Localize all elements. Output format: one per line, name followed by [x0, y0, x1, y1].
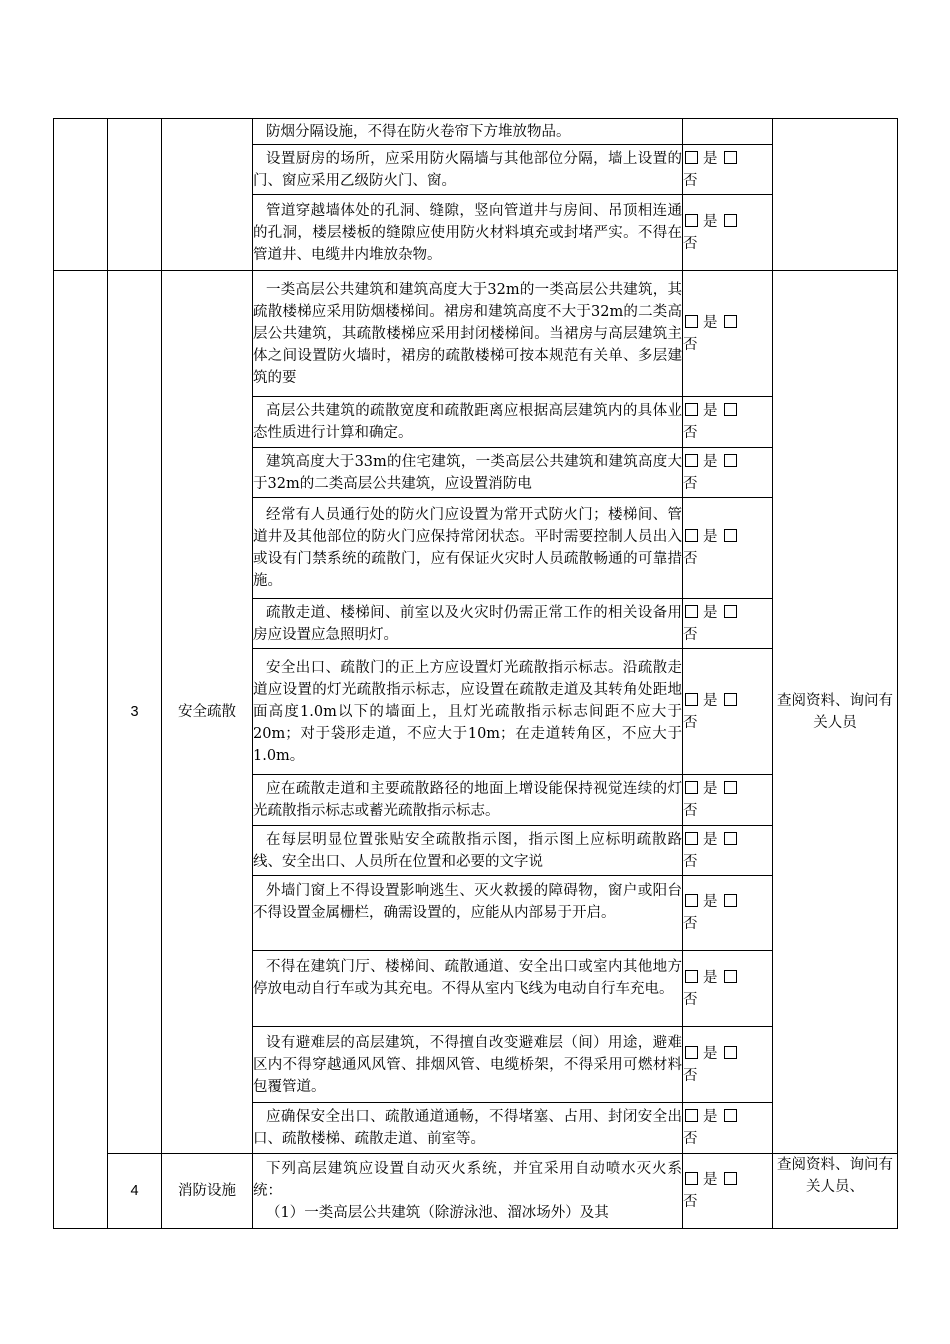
check-cell[interactable]: 是 否	[683, 145, 773, 195]
checkbox-no[interactable]	[724, 1109, 737, 1122]
item-content: 高层公共建筑的疏散宽度和疏散距离应根据高层建筑内的具体业态性质进行计算和确定。	[253, 397, 683, 448]
blank-cell	[108, 119, 162, 271]
item-content: 疏散走道、楼梯间、前室以及火灾时仍需正常工作的相关设备用房应设置应急照明灯。	[253, 599, 683, 649]
checkbox-yes[interactable]	[685, 151, 698, 164]
item-content: 应在疏散走道和主要疏散路径的地面上增设能保持视觉连续的灯光疏散指示标志或蓄光疏散指示标志。	[253, 775, 683, 826]
checkbox-no[interactable]	[724, 894, 737, 907]
checkbox-yes[interactable]	[685, 781, 698, 794]
checkbox-no[interactable]	[724, 403, 737, 416]
check-cell[interactable]: 是 否	[683, 271, 773, 397]
item-content: 应确保安全出口、疏散通道通畅，不得堵塞、占用、封闭安全出口、疏散楼梯、疏散走道、前室等。	[253, 1103, 683, 1154]
check-cell[interactable]: 是 否	[683, 1103, 773, 1154]
check-cell[interactable]: 是 否	[683, 448, 773, 498]
check-cell[interactable]: 是 否	[683, 599, 773, 649]
checkbox-yes[interactable]	[685, 214, 698, 227]
check-cell[interactable]: 是 否	[683, 498, 773, 599]
blank-cell	[54, 119, 108, 271]
section-category: 安全疏散	[162, 271, 253, 1154]
item-content: 防烟分隔设施，不得在防火卷帘下方堆放物品。	[253, 119, 683, 145]
checkbox-yes[interactable]	[685, 454, 698, 467]
check-cell[interactable]: 是 否	[683, 1154, 773, 1229]
checkbox-no[interactable]	[724, 454, 737, 467]
checkbox-yes[interactable]	[685, 315, 698, 328]
checkbox-no[interactable]	[724, 1046, 737, 1059]
check-cell[interactable]: 是 否	[683, 951, 773, 1027]
checkbox-yes[interactable]	[685, 970, 698, 983]
checkbox-yes[interactable]	[685, 529, 698, 542]
section-method: 查阅资料、询问有关人员	[773, 271, 898, 1154]
item-content: 安全出口、疏散门的正上方应设置灯光疏散指示标志。沿疏散走道应设置的灯光疏散指示标志，应设置在疏散走道及其转角处距地面高度1.0m以下的墙面上，且灯光疏散指示标志间距不应大于20m；对于袋形走道，不应大于10m；在走道转角区，不应大于1.0m。	[253, 649, 683, 775]
checkbox-yes[interactable]	[685, 832, 698, 845]
checkbox-no[interactable]	[724, 832, 737, 845]
item-content: 在每层明显位置张贴安全疏散指示图，指示图上应标明疏散路线、安全出口、人员所在位置和必要的文字说	[253, 826, 683, 876]
check-cell[interactable]: 是 否	[683, 1027, 773, 1103]
checkbox-no[interactable]	[724, 151, 737, 164]
item-content: 经常有人员通行处的防火门应设置为常开式防火门；楼梯间、管道井及其他部位的防火门应保持常闭状态。平时需要控制人员出入或设有门禁系统的疏散门，应有保证火灾时人员疏散畅通的可靠措施。	[253, 498, 683, 599]
item-content: 外墙门窗上不得设置影响逃生、灭火救援的障碍物，窗户或阳台不得设置金属栅栏，确需设置的，应能从内部易于开启。	[253, 876, 683, 951]
checkbox-yes[interactable]	[685, 1109, 698, 1122]
check-cell[interactable]: 是 否	[683, 826, 773, 876]
item-content: 不得在建筑门厅、楼梯间、疏散通道、安全出口或室内其他地方停放电动自行车或为其充电。不得从室内飞线为电动自行车充电。	[253, 951, 683, 1027]
checkbox-yes[interactable]	[685, 1046, 698, 1059]
item-content: 设置厨房的场所，应采用防火隔墙与其他部位分隔，墙上设置的门、窗应采用乙级防火门、窗。	[253, 145, 683, 195]
checkbox-no[interactable]	[724, 214, 737, 227]
checkbox-no[interactable]	[724, 315, 737, 328]
item-content: 设有避难层的高层建筑，不得擅自改变避难层（间）用途，避难区内不得穿越通风风管、排烟风管、电缆桥架，不得采用可燃材料包覆管道。	[253, 1027, 683, 1103]
check-cell[interactable]: 是 否	[683, 775, 773, 826]
item-content: 管道穿越墙体处的孔洞、缝隙，竖向管道井与房间、吊顶相连通的孔洞，楼层楼板的缝隙应使用防火材料填充或封堵严实。不得在管道井、电缆井内堆放杂物。	[253, 195, 683, 271]
checkbox-no[interactable]	[724, 529, 737, 542]
checkbox-no[interactable]	[724, 605, 737, 618]
checkbox-no[interactable]	[724, 781, 737, 794]
section-number: 4	[108, 1154, 162, 1229]
blank-cell	[162, 119, 253, 271]
checkbox-no[interactable]	[724, 970, 737, 983]
check-cell[interactable]: 是 否	[683, 876, 773, 951]
checkbox-yes[interactable]	[685, 605, 698, 618]
check-cell[interactable]: 是 否	[683, 397, 773, 448]
section-category: 消防设施	[162, 1154, 253, 1229]
checkbox-no[interactable]	[724, 693, 737, 706]
item-content: 下列高层建筑应设置自动灭火系统，并宜采用自动喷水灭火系统： （1）一类高层公共建筑（除游泳池、溜冰场外）及其	[253, 1154, 683, 1229]
checkbox-no[interactable]	[724, 1172, 737, 1185]
checkbox-yes[interactable]	[685, 403, 698, 416]
blank-cell	[54, 271, 108, 1229]
checkbox-yes[interactable]	[685, 1172, 698, 1185]
check-cell	[683, 119, 773, 145]
checkbox-yes[interactable]	[685, 894, 698, 907]
item-content: 建筑高度大于33m的住宅建筑，一类高层公共建筑和建筑高度大于32m的二类高层公共建筑，应设置消防电	[253, 448, 683, 498]
check-cell[interactable]: 是 否	[683, 195, 773, 271]
check-cell[interactable]: 是 否	[683, 649, 773, 775]
inspection-table	[53, 118, 898, 1229]
method-cell	[773, 119, 898, 271]
section-number: 3	[108, 271, 162, 1154]
section-method: 查阅资料、询问有关人员、	[773, 1154, 898, 1229]
item-content: 一类高层公共建筑和建筑高度大于32m的一类高层公共建筑，其疏散楼梯应采用防烟楼梯间。裙房和建筑高度不大于32m的二类高层公共建筑，其疏散楼梯应采用封闭楼梯间。当裙房与高层建筑主体之间设置防火墙时，裙房的疏散楼梯可按本规范有关单、多层建筑的要	[253, 271, 683, 397]
checkbox-yes[interactable]	[685, 693, 698, 706]
